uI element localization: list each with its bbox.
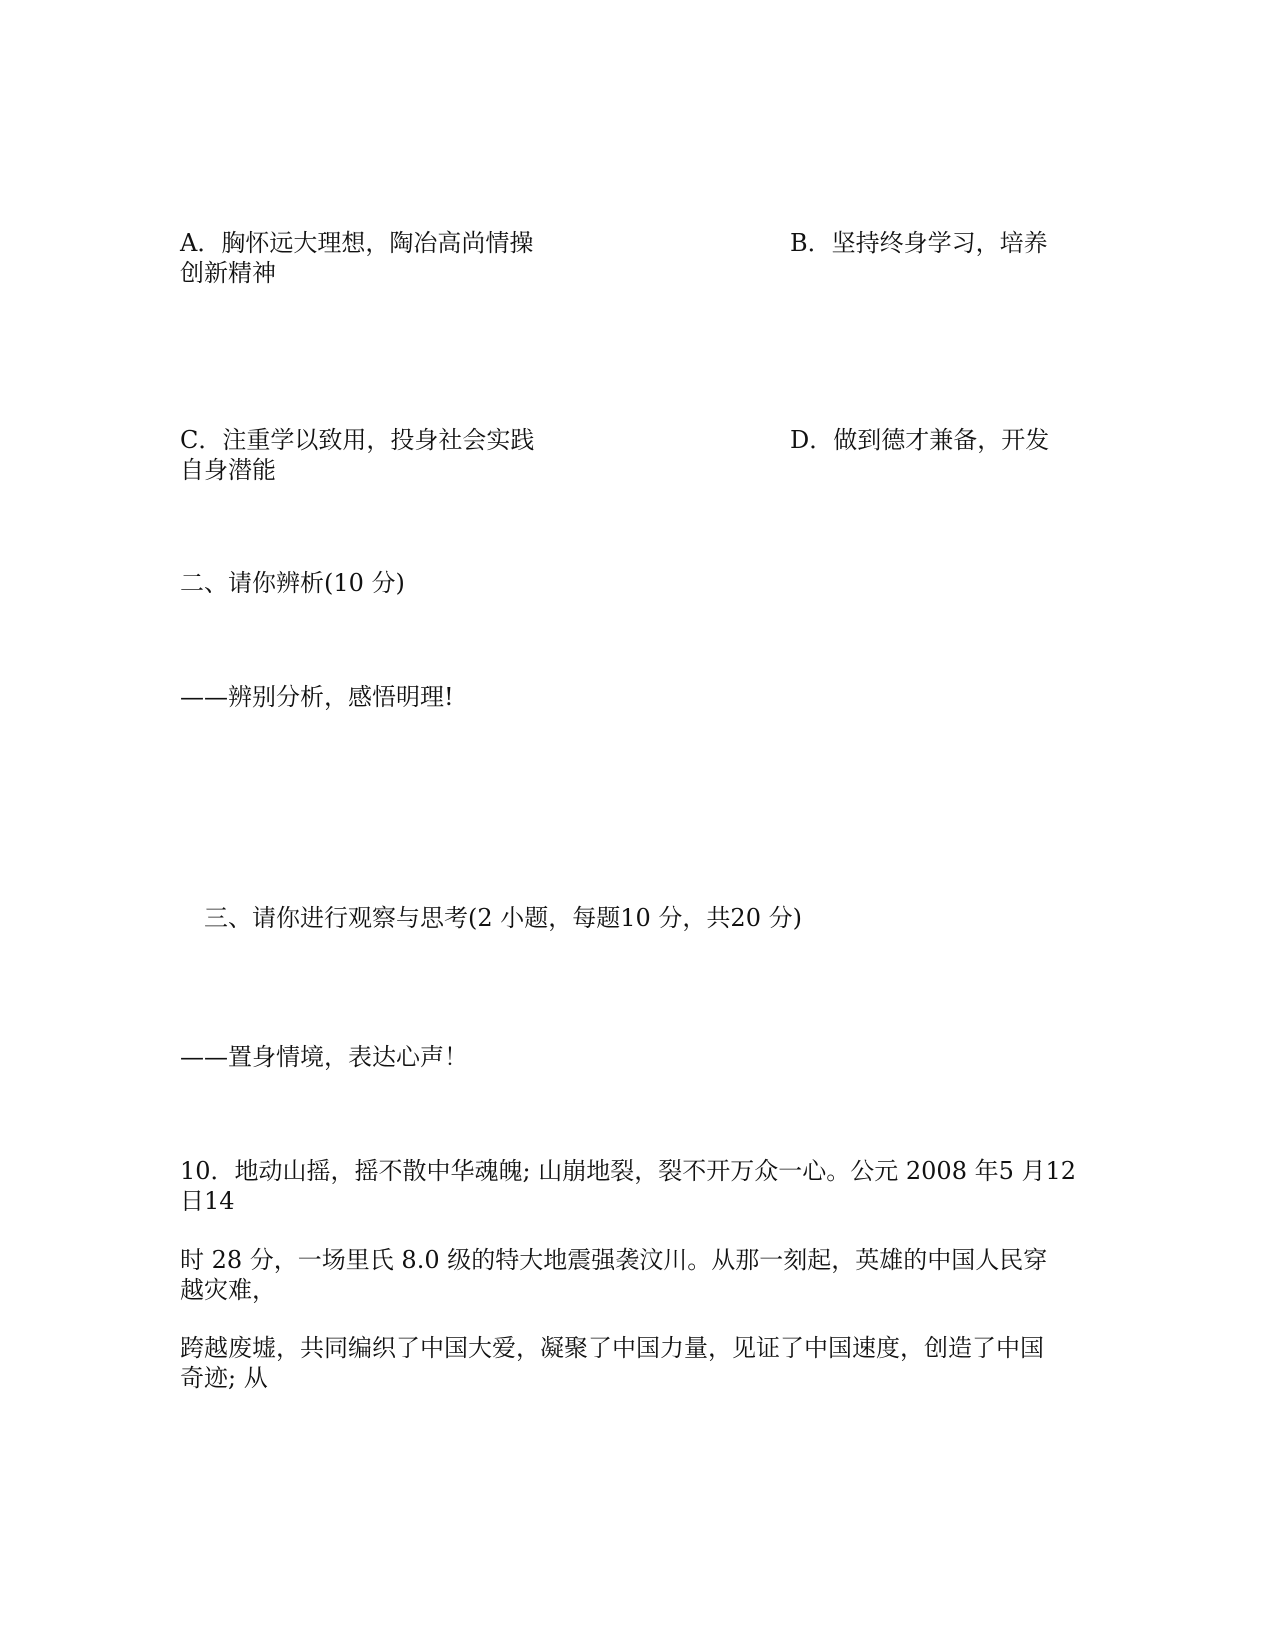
option-d: D．做到德才兼备，开发 — [790, 426, 1050, 454]
section-2-motto: ——辨别分析，感悟明理! — [180, 683, 454, 711]
section-3-motto: ——置身情境，表达心声！ — [180, 1043, 468, 1071]
option-b: B．坚持终身学习，培养 — [790, 229, 1048, 257]
section-2-heading: 二、请你辨析(10 分) — [180, 569, 405, 597]
section-3-heading: 三、请你进行观察与思考(2 小题，每题10 分，共20 分) — [204, 904, 802, 932]
option-c: C．注重学以致用，投身社会实践 — [180, 426, 535, 454]
question-10-line-3: 时 28 分，一场里氏 8.0 级的特大地震强袭汶川。从那一刻起，英雄的中国人民穿 — [180, 1246, 1048, 1274]
option-a: A．胸怀远大理想，陶冶高尚情操 — [180, 229, 534, 257]
question-10-line-1: 10．地动山摇，摇不散中华魂魄; 山崩地裂，裂不开万众一心。公元 2008 年5 月12 — [180, 1157, 1077, 1185]
option-b-continuation: 创新精神 — [180, 259, 276, 287]
option-d-continuation: 自身潜能 — [180, 456, 276, 484]
question-10-line-4: 越灾难， — [180, 1276, 276, 1304]
question-10-line-5: 跨越废墟，共同编织了中国大爱，凝聚了中国力量，见证了中国速度，创造了中国 — [180, 1334, 1044, 1362]
question-10-line-2: 日14 — [180, 1187, 235, 1215]
question-10-line-6: 奇迹; 从 — [180, 1364, 268, 1392]
